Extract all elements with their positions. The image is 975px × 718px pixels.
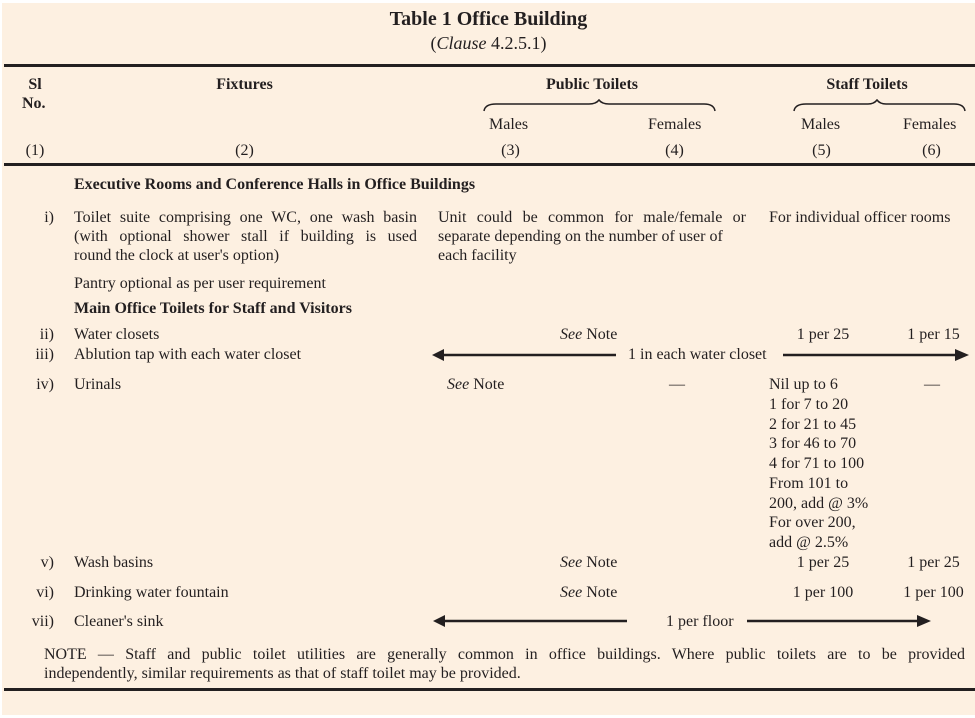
row-i-public-line-1: Unit could be common for male/female or [438,209,746,226]
header-public-toilets: Public Toilets [545,76,639,93]
row-ii-staff-males: 1 per 25 [796,326,850,343]
row-iii-span: 1 in each water closet [628,346,767,363]
row-i-staff: For individual officer rooms [769,209,951,226]
header-public-males: Males [489,116,529,133]
clause-label: Clause [436,33,487,53]
col-number-2: (2) [235,142,254,159]
staff-toilets-brace [792,99,967,113]
row-iv-staff-line-2: 1 for 7 to 20 [769,396,849,413]
row-ii-staff-females: 1 per 15 [907,326,960,343]
row-iv-staff-line-8: For over 200, [769,514,856,531]
bottom-rule [4,688,975,691]
row-iv-staff-line-4: 3 for 46 to 70 [769,435,857,452]
header-rule [4,163,975,166]
see-label: See [447,376,470,393]
row-iv-staff-line-5: 4 for 71 to 100 [769,455,865,472]
header-sl: Sl [28,76,42,93]
note-line-2: independently, similar requirements as that of staff toilet may be provided. [44,665,521,682]
see-label: See [560,584,583,601]
note-label: Note [469,376,505,393]
table-clause [2,32,975,54]
col-number-5: (5) [812,142,831,159]
row-v-sl: v) [40,554,54,571]
section-executive: Executive Rooms and Conference Halls in Office Buildings [74,176,476,193]
row-iv-staff-females: — [924,376,940,393]
row-i-fixture-line-3: round the clock at user's option) [74,247,280,264]
row-iv-sl: iv) [36,376,54,393]
row-vii-sl: vii) [31,613,54,630]
row-i-fixture-line-2: (with optional shower stall if building is used [74,228,417,245]
row-v-fixture: Wash basins [74,554,154,571]
header-public-females: Females [648,116,702,133]
col-number-1: (1) [25,142,45,159]
row-iii-right-arrow [781,347,971,363]
header-no: No. [22,95,46,112]
row-i-fixture-line-1: Toilet suite comprising one WC, one wash basin [74,209,417,226]
row-iv-staff-line-3: 2 for 21 to 45 [769,416,857,433]
col-number-3: (3) [501,142,520,159]
row-iv-public-males [447,375,504,395]
row-i-sl: i) [44,209,54,226]
row-iv-staff-line-6: From 101 to [769,475,849,492]
row-vi-public [560,583,617,603]
header-fixtures: Fixtures [216,76,273,93]
row-iv-public-females: — [669,376,685,393]
note-line-1: NOTE — Staff and public toilet utilities are generally common in office buildings. Where public toilets are to be provided [44,646,965,663]
pantry-note: Pantry optional as per user requirement [74,275,326,292]
row-iv-staff-line-9: add @ 2.5% [769,534,849,551]
row-vii-right-arrow [745,613,935,629]
clause-number: 4.2.5.1) [486,33,547,53]
header-staff-females: Females [903,116,957,133]
row-vii-fixture: Cleaner's sink [74,613,164,630]
clause-prefix: ( [430,33,437,53]
row-vii-span: 1 per floor [666,613,734,630]
see-label: See [560,326,583,343]
header-staff-males: Males [801,116,841,133]
table-title: Table 1 Office Building [389,8,588,30]
note-label: Note [582,554,618,571]
row-v-public [560,553,617,573]
note-label: Note [582,584,618,601]
row-iii-left-arrow [430,347,620,363]
public-toilets-brace [482,99,717,113]
row-vi-sl: vi) [36,584,54,601]
row-iii-fixture: Ablution tap with each water closet [74,346,302,363]
note-label: Note [582,326,618,343]
row-vi-staff-females: 1 per 100 [903,584,964,601]
row-v-staff-males: 1 per 25 [796,554,850,571]
row-vi-staff-males: 1 per 100 [792,584,854,601]
header-staff-toilets: Staff Toilets [826,76,908,93]
row-ii-fixture: Water closets [74,326,160,343]
row-i-public-line-2: separate depending on the number of user of [438,228,723,245]
row-ii-public [560,325,617,345]
top-rule [4,64,975,67]
row-i-public-line-3: each facility [438,247,517,264]
col-number-4: (4) [665,142,684,159]
row-iv-staff-line-1: Nil up to 6 [769,376,838,393]
row-iv-fixture: Urinals [74,376,122,393]
row-iv-staff-line-7: 200, add @ 3% [769,495,869,512]
row-vii-left-arrow [431,613,631,629]
see-label: See [560,554,583,571]
row-v-staff-females: 1 per 25 [907,554,960,571]
col-number-6: (6) [922,142,941,159]
row-iii-sl: iii) [35,346,54,363]
table-page [2,3,975,715]
row-ii-sl: ii) [39,326,54,343]
section-main-office: Main Office Toilets for Staff and Visitors [74,300,352,317]
row-vi-fixture: Drinking water fountain [74,584,229,601]
